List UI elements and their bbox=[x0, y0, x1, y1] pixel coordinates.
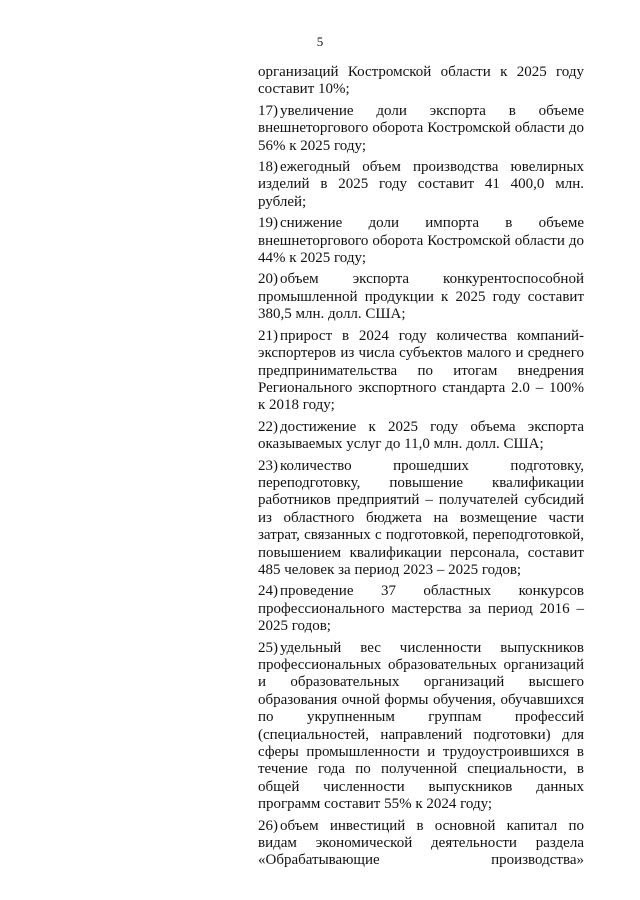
document-body bbox=[258, 64, 584, 874]
list-item-text: количество прошедших подготовку, переподготовку, повышение квалификации работников предприятий – получателей субсидий из областного бюджета на возмещение части затрат, связанных с подготовкой, переподготовкой, повышением квалификации персонала, составит 485 человек за период 2023 – 2025 годов; bbox=[258, 457, 584, 578]
list-item-number: 21) bbox=[258, 327, 278, 344]
list-item bbox=[258, 271, 584, 323]
paragraph-text: организаций Костромской области к 2025 году составит 10%; bbox=[258, 64, 584, 98]
list-item bbox=[258, 458, 584, 580]
list-item-number: 18) bbox=[258, 159, 278, 176]
list-item-number: 20) bbox=[258, 271, 278, 288]
list-item bbox=[258, 103, 584, 155]
list-item-text: объем инвестиций в основной капитал по видам экономической деятельности раздела «Обрабатывающие производства» bbox=[258, 817, 584, 869]
list-item-number: 25) bbox=[258, 639, 278, 656]
list-item bbox=[258, 215, 584, 267]
list-item-number: 17) bbox=[258, 102, 278, 119]
list-item-number: 19) bbox=[258, 215, 278, 232]
list-item-number: 23) bbox=[258, 457, 278, 474]
list-item-number: 24) bbox=[258, 583, 278, 600]
list-item-text: достижение к 2025 году объема экспорта оказываемых услуг до 11,0 млн. долл. США; bbox=[258, 418, 584, 453]
list-item-text: прирост в 2024 году количества компаний-экспортеров из числа субъектов малого и среднего предпринимательства по итогам внедрения Регионального экспортного стандарта 2.0 – 100% к 2018 году; bbox=[258, 327, 584, 414]
list-item-text: увеличение доли экспорта в объеме внешнеторгового оборота Костромской области до 56% к 2025 году; bbox=[258, 102, 584, 154]
list-item-text: ежегодный объем производства ювелирных изделий в 2025 году составит 41 400,0 млн. рублей; bbox=[258, 159, 584, 210]
list-item bbox=[258, 159, 584, 211]
list-item-number: 26) bbox=[258, 817, 278, 834]
list-item-text: объем экспорта конкурентоспособной промышленной продукции к 2025 году составит 380,5 млн. долл. США; bbox=[258, 271, 584, 323]
page-number: 5 bbox=[316, 34, 324, 49]
list-item bbox=[258, 818, 584, 870]
list-item bbox=[258, 419, 584, 454]
list-item bbox=[258, 583, 584, 635]
list-item-number: 22) bbox=[258, 418, 278, 435]
list-item-text: удельный вес численности выпускников профессиональных образовательных организаций и образовательных организаций высшего образования очной формы обучения, обучавшихся по укрупненным группам профессий (специальностей, направлений подготовки) для сферы промышленности и трудоустроившихся в течение года по полученной специальности, в общей численности выпускников данных программ составит 55% к 2024 году; bbox=[258, 639, 584, 813]
list-item bbox=[258, 328, 584, 415]
list-item-text: снижение доли импорта в объеме внешнеторгового оборота Костромской области до 44% к 2025 году; bbox=[258, 215, 584, 267]
list-item-text: проведение 37 областных конкурсов профессионального мастерства за период 2016 – 2025 годов; bbox=[258, 583, 584, 635]
list-item bbox=[258, 640, 584, 814]
paragraph-continuation bbox=[258, 64, 584, 99]
